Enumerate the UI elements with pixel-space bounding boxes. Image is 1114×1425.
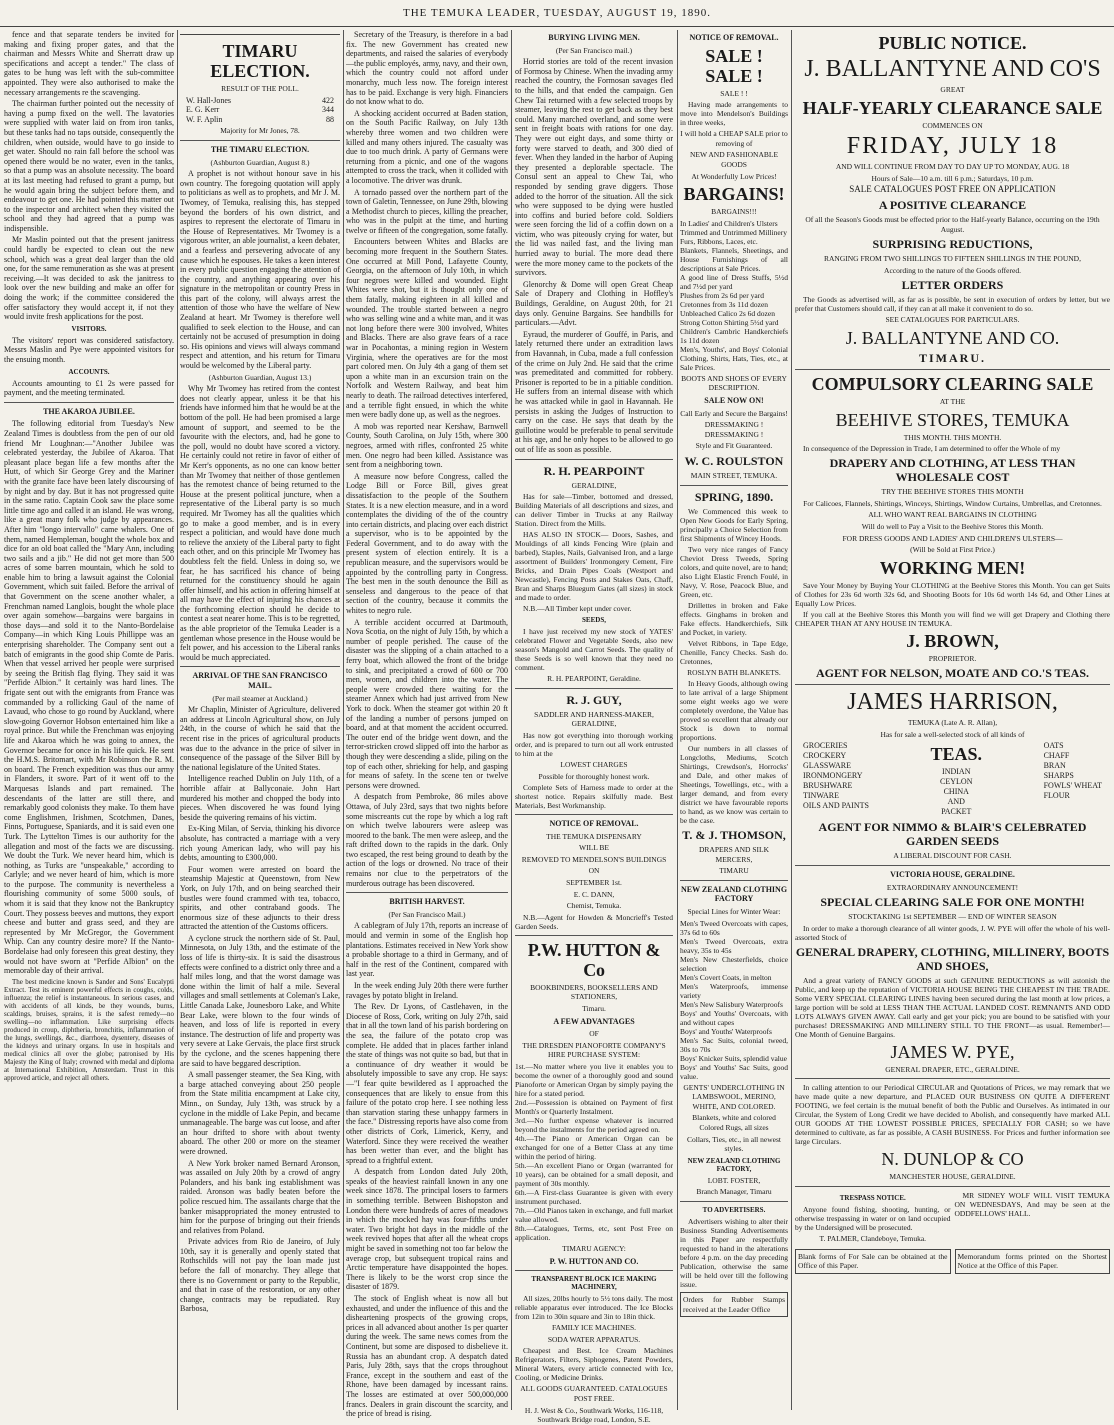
- list-item: 7th.—Old Pianos taken in exchange, and full market value allowed.: [515, 1206, 673, 1224]
- advert-list: [515, 1062, 673, 1242]
- advert-line: EXTRAORDINARY ANNOUNCEMENT!: [886, 882, 1019, 892]
- bottom-ads-2: [795, 1246, 1110, 1277]
- advert-line: Has for sale a well-selected stock of all kinds of: [880, 729, 1025, 739]
- advert-line: E. C. DANN,: [573, 889, 615, 899]
- article-paragraph: A mob was reported near Kershaw, Barnwell County, South Carolina, on July 15th, where 300 negroes, armed with rifles, confronted 25 white men. One negro had been killed. Assistance was sent from a neighboring town.: [346, 421, 508, 470]
- advert-line: TIMARU: [719, 866, 749, 876]
- article-paragraph: Four women were arrested on board the steamship Majestic at Queenstown, from New York, on July 17th, and on being searched their bustles were found crammed with tea, tobacco, spirits, and other contraband goods. The enormous size of these adjuncts to their dress attracted the attention of the Customs officers.: [180, 864, 340, 932]
- article-paragraph: The Rev. Dr Lyons, of Castlehaven, in the Diocese of Ross, Cork, writing on July 27th, said that in all the town land of his parish bordering on the sea, the failure of the potato crop was complete. He added that in places farther inland the state of things was not quite so bad, but that in a continuance of dry weather it would be absolutely impossible to save any crop. He says:—"I fear quite bewildered as I approached the consequences that are likely to ensue from this failure of the potato crop here. I see nothing less than starvation staring these unhappy farmers in the face." Distressing reports have also come from other districts of Cork, Limerick, Kerry, and Waterford. Since they were received the weather has been wetter than ever, and the blight has spread to a frightful extent.: [346, 1002, 508, 1165]
- advert-text: If you call at the Beehive Stores this Month you will find we will get Drapery and Clothing there CHEAPER THAN AT ANY HOUSE IN TEMUKA.: [795, 609, 1110, 628]
- advert-subtitle: BOOKBINDERS, BOOKSELLERS AND STATIONERS,: [530, 982, 658, 1002]
- article-paragraph: A measure now before Congress, called the Lodge Bill or Force Bill, gives great dissatisfaction to the people of the Southern States. It is a new election measure, and in a word contemplates the dividing of the of the country into certain districts, and placing over each district a supervisor, who is to be appointed by the Federal Government, and to do away with the present system of election entirely. It is a republican measure, and the supervisors would be appointed by the controlling party in Congress. The best men in the south denounce the Bill as senseless and dangerous to the peace of that section of the country, because it commits the whites to negro rule.: [346, 471, 508, 616]
- article-heading: BURYING LIVING MEN.: [548, 33, 640, 42]
- advert-text: Advertisers wishing to alter their Business Standing Advertisements in this Paper are respectfully requested to hand in the alterations before 4 p.m. on the day preceding Publication, otherwise the same will be held over till the following issue.: [680, 1217, 788, 1289]
- list-item: 2nd.—Possession is obtained on Payment of first Month's or Quarterly Instalment.: [515, 1098, 673, 1116]
- advert-town: Timaru.: [582, 1004, 606, 1014]
- advert-title: BEEHIVE STORES, TEMUKA: [835, 409, 1070, 430]
- column-1: [4, 30, 174, 1410]
- advert-text: HAS ALSO IN STOCK— Doors, Sashes, and Mouldings of all kinds Fencing Wire (plain and barbed), Staples, Nails, Galvanised Iron, and a large assortment of Builders' Ironmongery Cement, Fire Bricks, and Drain Pipes Coals (Westport and Newcastle), Fencing Posts and Stakes Oats, Chaff, Bran and Sharps Bluegum Gates (all sizes) in stock and made to order.: [515, 530, 673, 603]
- section-heading: VISITORS.: [71, 324, 107, 333]
- advert-line: PROPRIETOR.: [928, 653, 977, 663]
- advert-line: Of all the Season's Goods must be effected prior to the Half-yearly Balance, occurring on the 19th August.: [805, 214, 1100, 234]
- candidate-name: E. G. Kerr: [186, 105, 220, 115]
- advert-line: Hours of Sale—10 a.m. till 6 p.m.; Saturdays, 10 p.m.: [871, 173, 1034, 183]
- list-item: Boys' and Youths' Sac Suits, good value.: [680, 1062, 788, 1081]
- advert-line: ROSLYN BATH BLANKETS.: [687, 667, 781, 677]
- advert-box: Orders for Rubber Stamps received at the Leader Office: [680, 1292, 788, 1317]
- advert-line: A LIBERAL DISCOUNT FOR CASH.: [893, 851, 1012, 861]
- advert-heading: SALE NOW ON!: [704, 395, 764, 405]
- candidate-name: W. Hall-Jones: [186, 95, 232, 105]
- candidate-votes: 422: [322, 95, 334, 105]
- stock-item: CHINA: [943, 787, 969, 797]
- advert-title: P.W. HUTTON & Co: [527, 939, 661, 980]
- divider: [680, 1201, 788, 1202]
- advert-list: [680, 919, 788, 1081]
- list-item: Men's, Youths', and Boys' Colonial Clothing, Shirts, Hats, Ties, etc., at Sale Prices.: [680, 344, 788, 372]
- masthead: THE TEMUKA LEADER, TUESDAY, AUGUST 19, 1890.: [0, 0, 1114, 27]
- list-item: Cretonnes from 3s 11d dozen: [680, 299, 769, 309]
- advert-line: TRY THE BEEHIVE STORES THIS MONTH: [881, 487, 1024, 497]
- advert-heading: VICTORIA HOUSE, GERALDINE.: [890, 870, 1015, 880]
- divider: [680, 880, 788, 881]
- advert-line: DRAPERS AND SILK MERCERS,: [698, 845, 769, 864]
- advert-line: AT THE: [939, 396, 966, 406]
- article-paragraph: A despatch from London dated July 20th, speaks of the heaviest rainfall known in any one week since 1878. The principal losers to farmers in something terrible. Between Bishopston and London there were hundreds of acres of meadows in which the mocked hay was four-fifths under water. Two bright hot days in the middle of the week revived hopes that after all the wheat crops might be saved in something not too far below the average crop, but subsequent tropical rains and Arctic temperature have disappointed the hopes. There is likely to be the worst crop since the disaster of 1879.: [346, 1167, 508, 1292]
- advert-subtitle: SADDLER AND HARNESS-MAKER, GERALDINE,: [534, 709, 654, 729]
- advert-heading: TRANSPARENT BLOCK ICE MAKING MACHINERY,: [531, 1275, 657, 1292]
- article-paragraph: The chairman further pointed out the necessity of having a pump fixed on the well. The lavatories were supplied with water laid on from iron tanks, but these tanks had no taps outside, consequently the children, when outside, would have to go inside to get water. Should no rain fall before the school was opened there would be no water, even in the tanks, so that a pump was an absolute necessity. The board at its last meeting had refused to grant a pump, but he would again bring the subject before them, and endeavour to get one. He had pointed this matter out to the inspector and architect when they visited the school and they had agreed that a pump was indispensible.: [4, 99, 174, 233]
- advert-line: ALL GOODS GUARANTEED. CATALOGUES POST FREE.: [520, 1384, 668, 1403]
- advert-line: BARGAINS!!!: [711, 207, 757, 217]
- advert-box: Blank forms of For Sale can be obtained at the Office of this Paper.: [795, 1249, 951, 1274]
- advert-line: SALE ! !: [720, 88, 748, 98]
- advert-line: LOBT. FOSTER,: [707, 1175, 761, 1185]
- column-2: [180, 30, 340, 1410]
- divider: [680, 485, 788, 486]
- advert-title: JAMES W. PYE,: [890, 1041, 1015, 1062]
- article-paragraph: Private advices from Rio de Janeiro, of July 10th, say it is generally and openly stated that Rothschilds will not pay the loan made just before the fall of monarchy. They allege that there is no Government or party to the Republic, and that in case of the restoration, or any other change, contracts may be repudiated. Ruy Barbosa,: [180, 1237, 340, 1314]
- list-item: Trimmed and Untrimmed Millinery: [680, 227, 788, 237]
- advert-title: WORKING MEN!: [879, 557, 1026, 578]
- advert-title: J. BALLANTYNE AND CO.: [845, 327, 1060, 348]
- teas-heading: TEAS.: [930, 744, 983, 765]
- advert-line: ON: [588, 866, 600, 876]
- column-4: [515, 30, 673, 1425]
- advert-line: Branch Manager, Timaru: [696, 1187, 772, 1197]
- list-item: Men's Tweed Overcoats with capes, 37s 6d to 60s: [680, 918, 788, 937]
- advert-line: REMOVED TO MENDELSON'S BUILDINGS: [521, 854, 667, 864]
- list-item: Men's Tweed Overcoats, extra heavy, 35s to 45s: [680, 936, 788, 955]
- advert-line: NEW AND FASHIONABLE GOODS: [689, 150, 779, 169]
- divider: [795, 1186, 1110, 1187]
- advert-line: GENTS' UNDERCLOTHING IN LAMBSWOOL, MERINO, WHITE, AND COLORED.: [683, 1082, 785, 1111]
- advert-text: Velvet Ribbons, in Tape Edge, Chenille, Fancy Checks. Sash do. Cretonnes,: [680, 638, 788, 666]
- advert-title: N. DUNLOP & CO: [881, 1149, 1024, 1170]
- advert-line: (Will be Sold at First Price.): [910, 545, 995, 555]
- article-paragraph: A prophet is not without honour save in his own country. The foregoing quotation will apply to politicians as well as to prophets, and Mr J. M. Twomey, of Temuka, realising this, has stepped beyond the borders of his own district, and aspires to represent the electorate of Timaru in the House of Representatives. Mr Twomey is a vigorous writer, an able journalist, a keen debater, and a fearless and persevering advocate of any cause which he espouses. He takes a keen interest in every public question engaging the attention of the country, and anything appearing over his signature in the metropolitan or country Press in this part of the colony, will always arrest the attention of those who have the welfare of New Zealand at heart. Mr Twomey is therefore well qualified to seek election to the House, and can certainly not be accused of presumption in doing so. His opinions and views will always command respect and attention, and his return for Timaru would be welcomed by the Liberal party.: [180, 169, 340, 371]
- advert-line: SODA WATER APPARATUS.: [547, 1334, 641, 1344]
- advert-text: Complete Sets of Harness made to order at the shortest notice. Repairs skilfully made. Best Materials, Best Workmanship.: [515, 783, 673, 811]
- advert-title: SPECIAL CLEARING SALE FOR ONE MONTH!: [820, 895, 1085, 910]
- article-paragraph: Horrid stories are told of the recent invasion of Formosa by Chinese. When the invading army reached the country, the Formosan savages fled to the hills, and that ended the campaign. Gen Chew Tai returned with a few selected troops by steamer, leaving the rest to get back as they best could. Many marched overland, and some were sent in freight boats with rations for one day. They were out eight days, and some thirty or forty were starved to death, and 300 died of fever. When they landed in the harbor of Auping they presented a deplorable spectacle. The Consul sent an appeal to Chew Tai, who responded by sending grave diggers. Those added to the horror of the situation. All the sick who were supposed to be dying were hustled into coffins and buried before cold. Soldiers were seen forcing the lid of a coffin down on a victim, who was piteously crying for water, but the lid was nailed fast, and the living man hurried away to burial. The more dead there were the more money came to the pockets of the survivors.: [515, 57, 673, 278]
- stock-item: GLASSWARE: [803, 761, 852, 771]
- list-item: Men's Sac Suits, colonial tweed, 30s to 70s: [680, 1035, 788, 1054]
- advert-text: The Goods as advertised will, as far as is possible, be sent in execution of orders by letter, but we prefer that Customers should call, if they can at all make it convenient to do so.: [795, 295, 1110, 314]
- advert-list: [680, 219, 788, 372]
- article-source: (Ashburton Guardian, August 8.): [210, 157, 310, 167]
- list-item: Men's New Chesterfields, choice selection: [680, 954, 788, 973]
- advert-title: BARGAINS!: [683, 184, 785, 205]
- advert-title: SALE ! SALE !: [705, 45, 763, 86]
- stock-grid: [795, 741, 1110, 817]
- article-paragraph: The following editorial from Tuesday's New Zealand Times is doubtless from the pen of our old friend Mr Loughnan:—"Another Jubilee was celebrated yesterday, the Jubilee of Akaroa. That pleasant place began life a few months after the Hutt, of which Sir George Grey and the Mariner with the granite face have been lately discoursing of by night and by day. But it has not progressed quite in the same ratio. Captain Cook saw the place some little time ago and called it an island. He was wrong, like a great many folk who judge by appearances. After him "longo intervallo" came whalers. One of them, named Hempleman, bought the whole box and dice for an old boat called the "Mary Ann, including two sails and a jib." He did not get more than 500 acres of some barren mountain, which he sold to enable him to bring a lawsuit against the Colonial Government, which suit failed. Before the arrival of that Government on the scene another whaler, a Frenchman named Langlois, bought the whole place over again somehow—bargains were bargains in those days—and sold it to the Nanto-Bordelaise Company—in which King Louis Phillippe was an enterprising shareholder. The Company sent out a batch of emigrants in the good ship Comte de Paris. When that vessel arrived her people were surprised by seeing the British flag flying. They said it was "Perfide Albion." It certainly was hard lines. The frigate sent out with the emigrants from France was commanded by a rollicking Gaul of the name of Lavaud, who chose to go round by Auckland, where slow-going Governor Hobson entertained him like a royal prince. But while the Frenchman was enjoying life and Akaroa which he was going to annex, the Governor became for once in his life quick. He sent the H.M.S. Britomart, with Mr Robinson the R. M. on board. The French expedition was thus our army in Flanders, it swore. Part of it went off to the Marquesas Islands and part remained. The descendants of the latter are still there, and remarkably good colonists they make. To them have come Englishmen, Irishmen, Scotchmen, Danes, Finns, Portuguese, Spaniards, and it is said even one Turk. The Lyttelton Times is our authority for the allegation and most of the facts we are discussing. We doubt the Turk. We never heard him, which is nothing, as Turks are "unspeakable," according to Carlyle; and we never heard of him, which is more to the purpose. The community is nevertheless a flourishing community of some 5000 souls, of whom it is said that they know not the Bankruptcy Court. They possess beeves and muttons, they export cheese and butter and grass seed, and they are represented by Mr McGregor, the Government Whip. Can any country desire more? If the Nanto-Bordelaise had only foreseen this great destiny, they would not have sworn at "Perfide Albion" on the memorable day of their arrival.: [4, 419, 174, 976]
- advert-paragraph: The best medicine known is Sander and Sons' Eucalypti Extract. Test its eminent powerful effects in coughs, colds, influenza; the relief is instantaneous. In serious cases, and with accidents of all kinds, be they wounds, burns, scaldings, bruises, sprains, it is the safest remedy—no swelling—no inflammation. Like surprising effects produced in croup, diphtheria, bronchitis, inflammation of the lungs, swellings, &c., diarrhoea, dysentery, diseases of the kidneys and urinary organs. In use in hospitals and medical clinics all over the globe; patronised by His Majesty the King of Italy; crowned with medal and diploma at International Exhibition, Amsterdam. Trust in this approved article, and reject all others.: [4, 977, 174, 1082]
- advert-title: PUBLIC NOTICE.: [878, 33, 1027, 53]
- advert-line: Style and Fit Guaranteed.: [695, 441, 773, 451]
- advert-text: In calling attention to our Periodical CIRCULAR and Quotations of Prices, we may remark that we have made quite a new departure, and PLACED OUR BUSINESS ON QUITE A DIFFERENT FOOTING, we feel certain is the mutual benefit of both the Public and Ourselves. As intimated in our Circular, the System of Long Credit we have decided to Abolish, and consequently have marked ALL OUR GOODS AT THE LOWEST POSSIBLE PRICES, SPECIALLY FOR CASH; so we have determined to cultivate, as far as possible, A CASH BUSINESS. For Prices and further information see large Circulars.: [795, 1083, 1110, 1147]
- list-item: Furs, Ribbons, Laces, etc.: [680, 236, 758, 246]
- advert-line: COMMENCES ON: [922, 120, 983, 130]
- stock-item: OATS: [1043, 741, 1064, 751]
- poll-row: [180, 105, 340, 115]
- column-rule: [677, 30, 678, 1410]
- article-paragraph: Intelligence reached Dublin on July 11th, of a horrible affair at Ballyconaie. John Hart murdered his mother and chopped the body into pieces. When discovered he was found lying beside the quivering remains of his victim.: [180, 774, 340, 822]
- divider: [180, 666, 340, 667]
- article-paragraph: A shocking accident occurred at Baden station, on the South Pacific Railway, on July 13th whereby three women and two children were killed and many others injured. The casualty was due to too much drink. A party of Germans were returning from a picnic, and one of the wagons attempted to cross the track, when it collided with a locomotive. The driver was drunk.: [346, 108, 508, 185]
- advert-heading: NEW ZEALAND CLOTHING FACTORY,: [687, 1156, 781, 1173]
- list-item: 4th.—The Piano or American Organ can be exchanged for one of a Better Class at any time within the period of hiring.: [515, 1134, 673, 1161]
- article-paragraph: Secretary of the Treasury, is therefore in a bad fix. The new Government has created new departments, and raised the salaries of everybody—the public employés, army, navy, and their own, which the country could not afford under monarchy, much less now. The foreign interest has to be paid. Exchange is very high. Financiers do not know what to do.: [346, 30, 508, 107]
- list-item: Strong Cotton Shirting 5½d yard: [680, 317, 779, 327]
- article-paragraph: A New York broker named Bernard Aronson, was assailed on July 20th by a crowd of angry Polanders, and his bank ing establishment was raided. Aronson was badly beaten before the police rescued him. The assailants charge that the banker misappropriated the money entrusted to him for the purpose of bringing out their friends and relatives from Poland.: [180, 1158, 340, 1235]
- list-item: Men's New Salisbury Waterproofs: [680, 999, 783, 1009]
- advert-title: FRIDAY, JULY 18: [846, 133, 1059, 160]
- list-item: Men's Covert Coats, in melton: [680, 972, 772, 982]
- advert-line: FOR DRESS GOODS AND LADIES' AND CHILDREN'S ULSTERS—: [842, 533, 1063, 543]
- stock-item: BRUSHWARE: [803, 781, 853, 791]
- advert-line: SEE CATALOGUES FOR PARTICULARS.: [885, 315, 1020, 325]
- article-paragraph: Accounts amounting to £1 2s were passed for payment, and the meeting terminated.: [4, 378, 174, 398]
- list-item: Boys' Knicker Suits, splendid value: [680, 1053, 787, 1063]
- article-heading: THE TIMARU ELECTION.: [210, 144, 310, 154]
- advert-line: AND WILL CONTINUE FROM DAY TO DAY UP TO MONDAY, AUG. 18: [835, 162, 1070, 172]
- column-rule: [343, 30, 344, 1410]
- article-paragraph: Encounters between Whites and Blacks are becoming more frequent in the Southern States. One occurred at Mill Pond, Lafayette County, Georgia, on the afternoon of July 10th, in which four negroes were killed and wounded. Eight Whites were shot, but it is thought only one of them fatally, making eighteen in all killed and wounded. The trouble started between a negro who was selling wine and a white man, and it was not long before there were 300 involved, Whites and Blacks. There are also grave fears of a race war in Pocahontas, a mining region in Western Virginia, where the operatives are for the most part colored men. On July 4th a gang of them set upon a white man in an excursion train on the Norfolk and Western Railway, and beat him nearly to death. The railroad detectives interfered, and a terrible fight ensued, in which the white men were badly done up, as well as the negroes.: [346, 237, 508, 420]
- advert-title: W. C. ROULSTON: [684, 453, 784, 468]
- candidate-votes: 88: [326, 114, 334, 124]
- advert-text: N.B.—All Timber kept under cover.: [523, 604, 632, 614]
- divider: [180, 140, 340, 141]
- advert-line: SALE CATALOGUES POST FREE ON APPLICATION: [849, 184, 1056, 195]
- advert-title: R. J. GUY,: [566, 692, 622, 707]
- majority: Majority for Mr Jones, 78.: [220, 126, 300, 136]
- advert-title: R. H. PEARPOINT: [543, 463, 645, 478]
- divider: [515, 1270, 673, 1271]
- article-paragraph: A despatch from Pembroke, 86 miles above Ottawa, of July 23rd, says that two nights before some miscreants cut the rope by which a log raft on which twelve labourers were asleep was moored to the bank. The men were asleep, and the raft drifted down to the rapids in the dark. Only two escaped, the rest being ground to death by the action of the logs or drowned. No trace of their remains nor clue to the perpetrators of the murderous outrage has been discovered.: [346, 792, 508, 888]
- article-source: (Ashburton Guardian, August 13.): [208, 372, 312, 382]
- advert-text: And a great variety of FANCY GOODS at such GENUINE REDUCTIONS as will astonish the Public, and keep up the reputation of VICTORIA HOUSE BEING THE CHEAPEST IN THE TRADE. Some VERY SPECIAL CLEARING LINES having been secured during the last month at low prices, a large portion will be sold at LESS THAN THE ACTUAL LANDED COST. REMNANTS AND ODD LOTS ALWAYS GIVEN AWAY. Call early and get your pick; you are bound to be satisfied with your purchases! DRESSMAKING AND MILLINERY STILL TO THE FRONT—as usual. Remember!—One Month of Genuine Bargains.: [795, 975, 1110, 1039]
- advert-text: I have just received my new stock of YATES' celebrated Flower and Vegetable Seeds, also new season's Mangold and Carrot Seeds. The quality of these Seeds is so well known that they need no comment.: [515, 627, 673, 673]
- stock-item: TINWARE: [803, 791, 839, 801]
- list-item: Plushes from 2s 6d per yard: [680, 290, 764, 300]
- article-paragraph: In the week ending July 20th there were further ravages by potato blight in Ireland.: [346, 981, 508, 1000]
- election-box: [180, 34, 340, 136]
- advert-heading: P. W. HUTTON AND CO.: [549, 1256, 639, 1266]
- advert-text: Save Your Money by Buying Your CLOTHING at the Beehive Stores this Month. You can get Suits of Clothes for 23s 6d worth 32s 6d, and Shooting Boots for 10s 6d worth 14s 6d, and Other Lines at Equally Low Prices.: [795, 580, 1110, 608]
- article-source: (Per San Francisco mail.): [555, 45, 633, 55]
- advert-heading: SURPRISING REDUCTIONS,: [872, 237, 1033, 252]
- stock-item: CEYLON: [940, 777, 973, 787]
- column-rule: [511, 30, 512, 1410]
- advert-line: SEPTEMBER 1st.: [566, 878, 622, 888]
- advert-heading: DRAPERY AND CLOTHING, AT LESS THAN WHOLESALE COST: [829, 456, 1076, 485]
- article-paragraph: Mr Maslin pointed out that the present janitress could hardly be expected to clean out the new school, which was a great deal larger than the old one, for the same remuneration as she was at present receiving.—It was decided to ask the janitress to look over the new building and make an offer for doing the work; if the committee considered the offer satisfactory they would accept it, if not they would invite fresh applications for the post.: [4, 235, 174, 322]
- list-item: Children's Cambric Handkerchiefs 1s 11d dozen: [680, 326, 788, 345]
- section-heading: SEEDS,: [582, 616, 606, 625]
- column-rule: [177, 30, 178, 1410]
- advert-line: WILL BE: [579, 843, 609, 853]
- stock-item: AND: [947, 797, 965, 807]
- advert-line: THE TEMUKA DISPENSARY: [546, 831, 642, 841]
- stock-item: FOWLS' WHEAT: [1043, 781, 1102, 791]
- divider: [795, 369, 1110, 370]
- advert-line: Chemist, Temuka.: [566, 901, 622, 911]
- advert-line: TIMARU AGENCY:: [562, 1244, 626, 1253]
- advert-line: Special Lines for Winter Wear:: [687, 907, 781, 917]
- advert-line: BOOTS AND SHOES OF EVERY DESCRIPTION.: [681, 373, 787, 393]
- advert-line: ALL WHO WANT REAL BARGAINS IN CLOTHING: [868, 510, 1037, 520]
- article-paragraph: Ex-King Milan, of Servia, thinking his divorce absolute, has contracted a marriage with a very rich young American lady, who will pay his debts, amounting to £300,000.: [180, 824, 340, 863]
- column-rule: [791, 30, 792, 1410]
- article-heading: BRITISH HARVEST.: [389, 897, 465, 907]
- wolf-ad: [955, 1191, 1111, 1246]
- divider: [795, 684, 1110, 685]
- candidate-votes: 344: [322, 105, 334, 115]
- list-item: 8th.—Catalogues, Terms, etc, sent Post Free on application.: [515, 1224, 673, 1242]
- advert-line: According to the nature of the Goods offered.: [884, 265, 1021, 275]
- advert-signature: T. PALMER, Clandeboye, Temuka.: [819, 1234, 927, 1244]
- advert-signature: R. H. PEARPOINT, Geraldine.: [547, 674, 641, 684]
- column-3: [346, 30, 508, 1419]
- advert-town: GERALDINE,: [571, 480, 617, 490]
- advert-line: OF: [589, 1029, 599, 1039]
- article-heading: THE AKAROA JUBILEE.: [43, 406, 135, 416]
- column-5: [680, 30, 788, 1410]
- advert-title: SPRING, 1890.: [694, 489, 774, 504]
- article-heading: ARRIVAL OF THE SAN FRANCISCO MAIL.: [192, 671, 328, 691]
- column-6: [795, 30, 1110, 1410]
- stock-item: PACKET: [941, 807, 972, 817]
- advert-title: T. & J. THOMSON,: [682, 828, 786, 843]
- advert-text: In Heavy Goods, although owing to late arrival of a large Shipment some eight weeks ago we were completely overdone, the Value has proved so excellent that already our Stock is down to normal proportions.: [680, 679, 788, 743]
- advert-text: Our numbers in all classes of Longcloths, Mediums, Scotch Shirtings, Crewdson's, Horrocks' and Dale, and other makes of Sheetings, Towellings, etc., with a larger demand, and from every district we have favourable reports to hand, as we know was certain to be the case.: [680, 744, 788, 826]
- advert-line: H. J. West & Co., Southwark Works, 116-118, Southwark Bridge road, London, S.E.: [524, 1405, 664, 1425]
- advert-heading: A POSITIVE CLEARANCE: [878, 197, 1027, 212]
- advert-text: Possible for thoroughly honest work.: [538, 771, 650, 781]
- article-paragraph: The visitors' report was considered satisfactory. Messrs Maslin and Pye were appointed visitors for the ensuing month.: [4, 335, 174, 364]
- advert-text: Having made arrangements to move into Mendelson's Buildings in three weeks,: [680, 100, 788, 128]
- poll-row: [180, 115, 340, 125]
- list-item: Men's Waterproofs, immense variety: [680, 981, 788, 1000]
- advert-text: Has for sale—Timber, bottomed and dressed, Building Materials of all descriptions and sizes, and can deliver Timber in Trucks at any Railway Station. Direct from the Mills.: [515, 492, 673, 529]
- stock-item: CHAFF: [1043, 751, 1070, 761]
- article-paragraph: A tornado passed over the northern part of the town of Galetin, Tennessee, on June 29th, blowing a Methodist church to pieces, killing the preacher, who was in the pulpit at the time, and hurting twelve or fifteen of the congregation, some fatally.: [346, 187, 508, 235]
- list-item: In Ladies' and Children's Ulsters: [680, 218, 778, 228]
- stock-item: IRONMONGERY: [803, 771, 863, 781]
- stock-column-right: [1044, 741, 1102, 817]
- list-item: 5th.—An excellent Piano or Organ (warranted for 10 years), can be obtained for a small deposit, and payment of 30s monthly.: [515, 1161, 673, 1188]
- article-paragraph: fence and that separate tenders be invited for making and fixing proper gates, and that the chairman and Messrs White and Sherratt draw up specifications and accept a tender." The class of gates to be hung was left with the sub-committee appointed. They were also authorised to make the necessary arrangements re the scavenging.: [4, 30, 174, 97]
- article-paragraph: Eyraud, the murderer of Gouffé, in Paris, and lately returned there under an extradition laws from Havannah, in Cuba, made a full confession of the crime on July 2nd. He said that the crime was premeditated and committed for robbery. Prisoner is reported to be in a pitiable condition. He suffers from an internal disease with which he was attacked while in gaol in Havannah. He persists in asking the Judges of Instruction to carry on the case. He says that death by the guillotine would be preferable to penal servitude at his age, and he only hopes to be allowed to go out of life as soon as possible.: [515, 329, 673, 454]
- article-paragraph: Glenorchy & Dome will open Great Cheap Sale of Drapery and Clothing in Hoffley's Buildings, Geraldine, on August 20th, for 21 days only. Genuine Bargains. See handbills for particulars.—Advt.: [515, 279, 673, 328]
- advert-text: Anyone found fishing, shooting, hunting, or otherwise trespassing in water or on land occupied by the Undersigned will be prosecuted.: [795, 1205, 951, 1233]
- trespass-ad: [795, 1191, 951, 1246]
- advert-title: TIMARU.: [919, 350, 986, 365]
- advert-line: Will do well to Pay a Visit to the Beehive Stores this Month.: [861, 521, 1044, 531]
- advert-text: Has now got everything into thorough working order, and is prepared to turn out all work entrusted to him at the: [515, 730, 673, 758]
- list-item: Unbleached Calico 2s 6d dozen: [680, 308, 775, 318]
- stock-item: FLOUR: [1043, 791, 1070, 801]
- advert-line: TEMUKA (Late A. R. Allan),: [907, 718, 998, 728]
- advert-heading: AGENT FOR NELSON, MOATE AND CO.'S TEAS.: [815, 666, 1090, 681]
- article-paragraph: Why Mr Twomey has retired from the contest does not clearly appear, unless it be that his friends have informed him that he would be at the bottom of the poll. He had been promised a large amount of support, and seemed to be the favourite with the electors, and, had he gone to the poll, would no doubt have scored a victory. He certainly could not retire in favor of either of Mr Kerr's opponents, as no one can know better than Mr Twomey that neither of those gentlemen has the remotest chance of being returned to the House at the present political juncture, when a representative of the Liberal party is so much required. Mr Twomey has all the qualities which go to make a good member, and is in every respect a politician, and would have done much to relieve the anxiety of the Liberal party to fight each other, and on this principle Mr Twomey has doubtless felt the field. Unless in doing so, we fear, he has sacrificed his chance of being returned for the constituency should he again offer himself, and his action in offering himself at all may have the effect of injuring his chances at the forthcoming election should he decide to contest a seat nearer home. This is to be regretted, as the able proprietor of the Temuka Leader is a gentleman whose presence in the House would be felt power, and his accession to the Liberal ranks would be much appreciated.: [180, 384, 341, 662]
- divider: [515, 814, 673, 815]
- stock-item: SHARPS: [1043, 771, 1074, 781]
- list-item: Boys' and Youths' Overcoats, with and without capes: [680, 1008, 788, 1027]
- candidate-name: W. F. Aplin: [186, 114, 223, 124]
- divider: [795, 865, 1110, 866]
- stock-item: OILS AND PAINTS: [803, 801, 869, 811]
- list-item: 1st.—No matter where you live it enables you to become the owner of a thoroughly good and sound Pianoforte or American Organ by simply paying the hire for a stated period.: [515, 1062, 673, 1098]
- advert-line: For Calicoes, Flannels, Shirtings, Winceys, Shirtings, Window Curtains, Umbrellas, and Cretonnes.: [803, 498, 1102, 508]
- advert-title: COMPULSORY CLEARING SALE: [811, 373, 1094, 394]
- advert-title: NOTICE OF REMOVAL.: [549, 819, 639, 829]
- advert-line: MANCHESTER HOUSE, GERALDINE.: [889, 1172, 1016, 1182]
- advert-title: JAMES HARRISON,: [847, 689, 1058, 716]
- advert-line: THE DRESDEN PIANOFORTE COMPANY'S HIRE PURCHASE SYSTEM:: [522, 1040, 666, 1060]
- advert-text: N.B.—Agent for Howden & Moncrieff's Tested Garden Seeds.: [515, 912, 673, 931]
- advert-line: Blankets, white and colored Colored Rugs, all sizes: [692, 1113, 776, 1133]
- divider: [515, 459, 673, 460]
- article-source: (Per San Francisco Mail.): [388, 909, 466, 919]
- article-paragraph: A terrible accident occurred at Dartmouth, Nova Scotia, on the night of July 15th, by which a number of people perished. The cause of the disaster was the slipping of a chain attached to a ferry boat, which allowed the front of the bridge to sink, and precipitated a crowd of 600 or 700 men, women, and children into the water. The people were crowded there waiting for the steamer Annex which had just arrived from New York to dock. When the steamer got within 20 ft of the landing a number of persons jumped on board, and at that moment the accident occurred. The outer end of the bridge went down, and the terror-stricken crowd slipped off into the harbor as though they were descending a slide, piling on the top of each other, shrieking for help, and gasping for means of safety. In the scene ten or twelve persons were drowned.: [346, 617, 508, 790]
- advert-line: At Wonderfully Low Prices!: [691, 171, 777, 181]
- advert-text: In order to make a thorough clearance of all winter goods, J. W. PYE will offer the whole of his well-assorted Stock of: [795, 923, 1110, 942]
- advert-title: NEW ZEALAND CLOTHING FACTORY: [680, 884, 788, 904]
- advert-heading: TO ADVERTISERS.: [702, 1206, 766, 1214]
- advert-heading: AGENT FOR NIMMO & BLAIR'S CELEBRATED GARDEN SEEDS: [818, 820, 1087, 849]
- advert-title: HALF-YEARLY CLEARANCE SALE: [802, 97, 1103, 118]
- divider: [795, 1078, 1110, 1079]
- advert-heading: A FEW ADVANTAGES: [553, 1016, 635, 1026]
- advert-line: I will hold a CHEAP SALE prior to removing of: [680, 129, 788, 148]
- advert-heading: GENERAL DRAPERY, CLOTHING, MILLINERY, BOOTS AND SHOES,: [795, 944, 1110, 973]
- stock-column-left: [803, 741, 869, 817]
- article-paragraph: A cyclone struck the northern side of St. Paul, Minnesota, on July 13th, and the estimate of the loss of life is thirty-six. It is said the disastrous effects were confined to a district only three and a half miles long, and that the worst damage was done within the limit of half a mile. Several villages and small settlements at Coleman's Lake, Little Canada Lake, Jounesboro Lake, and White Bear Lake, were blown to the four winds of heaven, and loss of life is reported in every instance. The destruction of life and property was very severe at Lake Gervais, the place first struck by the cyclone, and the scenes happening there are said to have beggared description.: [180, 933, 341, 1068]
- bottom-ads: [795, 1191, 1110, 1246]
- advert-line: RANGING FROM TWO SHILLINGS TO FIFTEEN SHILLINGS IN THE POUND,: [824, 254, 1081, 264]
- advert-title: J. BROWN,: [906, 630, 999, 651]
- list-item: 6th.—A First-class Guarantee is given with every instrument purchased.: [515, 1188, 673, 1206]
- advert-line: THIS MONTH. THIS MONTH.: [903, 432, 1002, 442]
- poll-row: [180, 96, 340, 106]
- advert-text: All sizes, 20lbs hourly to 5½ tons daily. The most reliable apparatus ever introduced. The Ice Blocks from 12in to 30in square and 3in to 18in thick.: [515, 1294, 673, 1322]
- advert-line: GENERAL DRAPER, ETC., GERALDINE.: [885, 1064, 1020, 1074]
- article-paragraph: The stock of English wheat is now all but exhausted, and under the influence of this and the disheartening prospects of the growing crops, prices in all advanced about another 1s per quarter during the week. The same news comes from the Continent, but some are disposed to disbelieve it. Russia has an abundant crop. A despatch dated Paris, July 28th, says that the crops throughout France, except in the southern and east of the Rhone, have been damaged by incessant rains. The losses are estimated at over 500,000,000 francs. Dealers in grain discount the scarcity, and the price of bread is rising.: [346, 1294, 508, 1419]
- poll-heading: RESULT OF THE POLL.: [221, 84, 299, 93]
- advert-text: Cheapest and Best. Ice Cream Machines Refrigerators, Filters, Siphogenes, Patent Powders, Mineral Waters, every article connected with Ice, Cooling, or Medicine Drinks.: [515, 1346, 673, 1383]
- list-item: 3rd.—No further expense whatever is incurred beyond the instalments for the period agreed on.: [515, 1116, 673, 1134]
- advert-line: STOCKTAKING 1st SEPTEMBER — END OF WINTER SEASON: [848, 912, 1057, 922]
- advert-text: In consequence of the Depression in Trade, I am determined to offer the Whole of my: [803, 444, 1061, 454]
- advert-text: MR SIDNEY WOLF WILL VISIT TEMUKA ON WEDNESDAYS, And may be seen at the ODDFELLOWS' HALL.: [954, 1191, 1110, 1219]
- article-paragraph: Mr Chaplin, Minister of Agriculture, delivered an address at Lincoln Agricultural show, on July 24th, in the course of which he said that the recent rise in the prices of agricultural products was due to the advance in the price of silver in consequence of the passage of the Silver Bill by the national legislature of the United States.: [180, 705, 340, 772]
- article-paragraph: A small passenger steamer, the Sea King, with a barge attached conveying about 250 people from the State militia encampment at Lake city, Minn., on Sunday, July 13th, was struck by a cyclone in the middle of Lake Pepin, and became unmanageable. The barge was cut loose, and after an hour drifted to shore with about twenty aboard. The other 200 or more on the steamer were drowned.: [180, 1070, 340, 1156]
- election-title: TIMARU ELECTION.: [210, 41, 310, 81]
- advert-box: Memorandum forms printed on the Shortest Notice at the Office of this Paper.: [955, 1249, 1111, 1274]
- divider: [346, 892, 508, 893]
- advert-line: MAIN STREET, TEMUKA.: [690, 470, 778, 480]
- advert-text: Two very nice ranges of Fancy Cheviot Dress Tweeds, Spring colors, and quite novel, are to hand; also Light Elastic French Foulé, in Navy, V. Rose, Peacock Blue, and Green, etc.: [680, 544, 788, 599]
- advert-line: Collars, Ties, etc., in all newest styles.: [687, 1134, 781, 1154]
- advert-line: Call Early and Secure the Bargains!: [680, 408, 788, 418]
- advert-heading: LETTER ORDERS: [901, 278, 1004, 293]
- stock-item: BRAN: [1043, 761, 1066, 771]
- advert-title: J. BALLANTYNE AND CO'S: [804, 56, 1101, 82]
- article-source: (Per mail steamer at Auckland.): [212, 693, 308, 703]
- advert-line: GREAT: [940, 85, 965, 94]
- advert-line: DRESSMAKING ! DRESSMAKING !: [704, 420, 764, 439]
- stock-item: GROCERIES: [803, 741, 848, 751]
- section-heading: ACCOUNTS.: [68, 367, 110, 376]
- divider: [4, 402, 174, 403]
- list-item: A good line of Dress Stuffs, 5½d and 7½d per yard: [680, 272, 788, 291]
- stock-item: CROCKERY: [803, 751, 847, 761]
- advert-line: FAMILY ICE MACHINES.: [551, 1323, 637, 1333]
- divider: [515, 688, 673, 689]
- list-item: Boys' and Youths' Waterproofs: [680, 1026, 772, 1036]
- divider: [515, 935, 673, 936]
- advert-heading: TRESPASS NOTICE.: [839, 1194, 906, 1203]
- list-item: Blankets, Flannels, Sheetings, and House Furnishings of all descriptions at Sale Prices.: [680, 245, 788, 273]
- advert-text: Drillettes in broken and Fake effects. Ginghams in broken and Fake effects. Handkerchiefs, Silk and Pocket, in variety.: [680, 600, 788, 637]
- advert-emphasis: LOWEST CHARGES: [560, 759, 628, 769]
- article-paragraph: A cablegram of July 17th, reports an increase of mould and vermin in some of the English hop plantations. Estimates received in New York show a probable shortage to a third in Germany, and of half in the rest of the Continent, compared with last year.: [346, 921, 508, 979]
- stock-column-teas: [931, 741, 983, 817]
- stock-item: INDIAN: [942, 767, 971, 777]
- advert-text: We Commenced this week to Open New Goods for Early Spring, principally a Choice Selection from first Shipments of Wincey Hoods.: [680, 506, 788, 543]
- advert-title: NOTICE OF REMOVAL.: [689, 33, 779, 42]
